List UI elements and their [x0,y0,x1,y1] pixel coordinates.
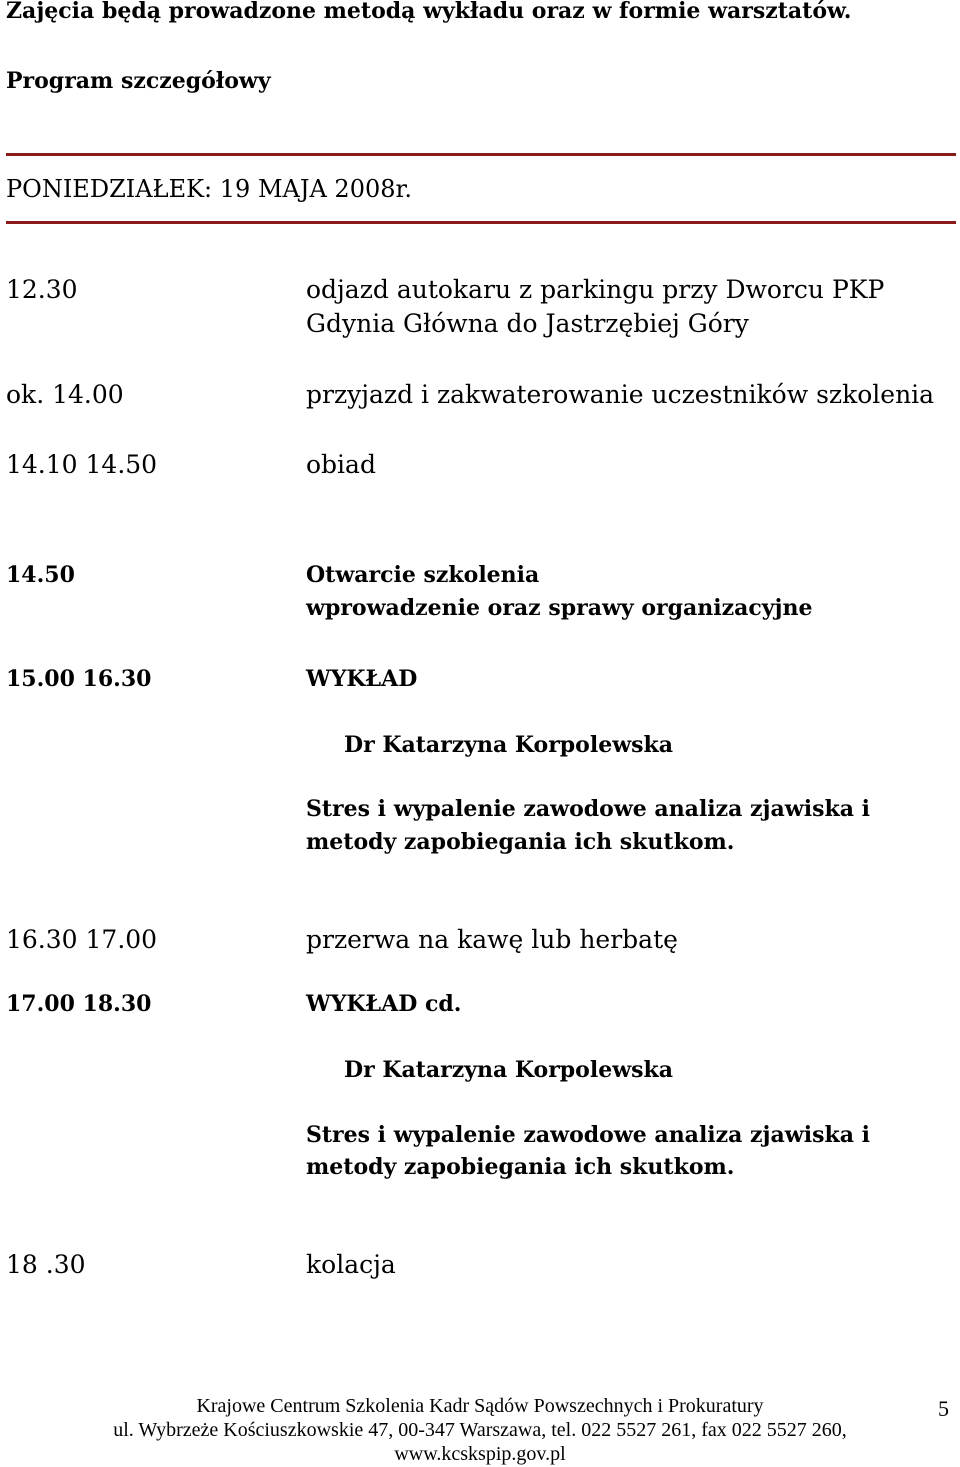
program-title: Program szczegółowy [6,68,271,94]
schedule-desc: Otwarcie szkolenia [306,562,540,588]
schedule-time: ok. 14.00 [6,380,124,409]
intro-text: Zajęcia będą prowadzone metodą wykładu oraz w formie warsztatów. [6,0,852,24]
schedule-desc: kolacja [306,1250,396,1279]
schedule-time: 15.00 16.30 [6,666,152,692]
schedule-time: 14.10 14.50 [6,450,158,479]
schedule-time: 14.50 [6,562,75,588]
divider-bottom [6,221,956,224]
schedule-desc: WYKŁAD cd. [306,991,462,1017]
footer-institution: Krajowe Centrum Szkolenia Kadr Sądów Powszechnych i Prokuratury [196,1395,764,1417]
lecturer-name: Dr Katarzyna Korpolewska [344,732,674,758]
lecture-topic: Stres i wypalenie zawodowe analiza zjawiska i [306,1122,870,1148]
divider-top [6,153,956,156]
schedule-desc: przerwa na kawę lub herbatę [306,925,678,954]
day-heading: PONIEDZIAŁEK: 19 MAJA 2008r. [6,175,412,203]
footer-address: ul. Wybrzeże Kościuszkowskie 47, 00-347 Warszawa, tel. 022 5527 261, fax 022 5527 260, [113,1419,847,1441]
schedule-desc: WYKŁAD [306,666,418,692]
schedule-desc: odjazd autokaru z parkingu przy Dworcu PKP [306,275,885,304]
schedule-desc: obiad [306,450,376,479]
lecture-topic: Stres i wypalenie zawodowe analiza zjawiska i [306,796,870,822]
footer-website: www.kcskspip.gov.pl [394,1443,566,1465]
schedule-time: 16.30 17.00 [6,925,158,954]
lecture-topic-continued: metody zapobiegania ich skutkom. [306,829,735,855]
schedule-desc-continued: Gdynia Główna do Jastrzębiej Góry [306,309,749,338]
schedule-time: 18 .30 [6,1250,86,1279]
schedule-time: 17.00 18.30 [6,991,152,1017]
page-number: 5 [938,1396,949,1421]
lecture-topic-continued: metody zapobiegania ich skutkom. [306,1154,735,1180]
schedule-desc: przyjazd i zakwaterowanie uczestników szkolenia [306,380,935,409]
schedule-time: 12.30 [6,275,78,304]
lecturer-name: Dr Katarzyna Korpolewska [344,1057,674,1083]
schedule-desc-continued: wprowadzenie oraz sprawy organizacyjne [306,595,813,621]
